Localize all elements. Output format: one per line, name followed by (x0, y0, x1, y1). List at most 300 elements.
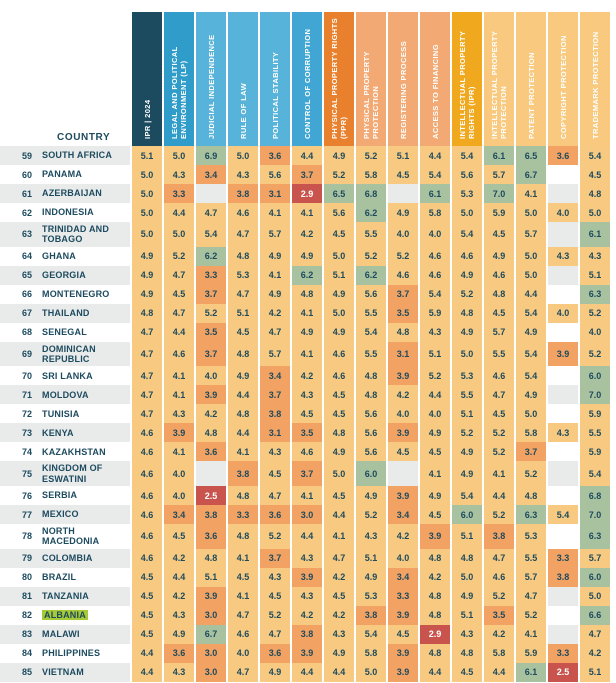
score-cell: 4.9 (356, 486, 386, 505)
score-cell: 4.5 (292, 404, 322, 423)
score-cell: 3.7 (388, 285, 418, 304)
score-cell: 4.7 (132, 323, 162, 342)
score-cell: 4.9 (164, 625, 194, 644)
score-cell: 4.8 (420, 644, 450, 663)
score-cell: 3.7 (292, 165, 322, 184)
score-cell: 6.0 (580, 366, 610, 385)
country-header-label: COUNTRY (57, 132, 111, 143)
score-cell: 5.2 (484, 505, 514, 524)
score-cell: 4.2 (388, 524, 418, 549)
column-header (164, 12, 194, 146)
score-cell: 5.9 (516, 644, 546, 663)
score-cell: 4.5 (228, 568, 258, 587)
score-cell: 3.4 (388, 505, 418, 524)
score-cell: 2.5 (548, 663, 578, 682)
country-name: AZERBAIJAN (42, 188, 103, 199)
score-cell: 4.7 (164, 266, 194, 285)
score-cell: 5.2 (356, 146, 386, 165)
score-cell: 3.4 (260, 366, 290, 385)
score-cell: 4.9 (516, 323, 546, 342)
score-cell: 4.6 (452, 247, 482, 266)
country-name: PANAMA (42, 169, 83, 180)
score-cell: 6.0 (356, 461, 386, 486)
score-cell: 5.8 (420, 203, 450, 222)
score-cell: 5.1 (580, 266, 610, 285)
score-cell: 4.7 (228, 222, 258, 247)
score-cell: 5.0 (516, 266, 546, 285)
score-cell: 7.0 (484, 184, 514, 203)
score-cell: 3.7 (196, 342, 226, 367)
score-cell: 4.3 (164, 404, 194, 423)
score-cell: 4.1 (484, 461, 514, 486)
score-cell: 4.8 (420, 606, 450, 625)
score-cell: 4.9 (260, 663, 290, 682)
score-cell: 4.8 (292, 285, 322, 304)
score-cell: 5.3 (516, 524, 546, 549)
score-cell: 4.5 (420, 442, 450, 461)
table-row (0, 625, 610, 644)
score-cell: 4.3 (164, 606, 194, 625)
score-cell: 3.4 (196, 165, 226, 184)
score-cell: 5.7 (516, 568, 546, 587)
country-rank: 76 (21, 490, 32, 501)
score-cell: 6.3 (580, 285, 610, 304)
score-cell: 4.0 (164, 486, 194, 505)
score-cell: 5.6 (356, 423, 386, 442)
score-cell: 5.8 (356, 644, 386, 663)
country-rank: 75 (21, 468, 32, 479)
score-cell: 4.3 (420, 323, 450, 342)
score-cell: 4.9 (132, 266, 162, 285)
score-cell: 4.5 (324, 587, 354, 606)
country-name: THAILAND (42, 308, 90, 319)
score-cell: 5.2 (260, 606, 290, 625)
score-cell: 5.2 (516, 606, 546, 625)
score-cell: 3.4 (164, 505, 194, 524)
score-cell: 3.3 (548, 549, 578, 568)
country-rank: 69 (21, 349, 32, 360)
score-cell: 3.3 (196, 266, 226, 285)
score-cell: 4.9 (484, 247, 514, 266)
country-rank: 67 (21, 308, 32, 319)
score-cell: 4.0 (580, 323, 610, 342)
score-cell: 4.4 (324, 505, 354, 524)
score-cell: 4.1 (516, 625, 546, 644)
country-rank: 79 (21, 553, 32, 564)
table-row (0, 486, 610, 505)
score-cell: 4.8 (196, 423, 226, 442)
country-rank: 80 (21, 572, 32, 583)
score-cell: 3.1 (388, 342, 418, 367)
score-cell: 4.6 (324, 342, 354, 367)
column-header-label: PHYSICAL PROPERTY PROTECTION (362, 51, 380, 139)
row-header (0, 266, 130, 285)
score-cell: 6.3 (580, 524, 610, 549)
score-cell: 5.4 (196, 222, 226, 247)
country-name: KENYA (42, 427, 74, 438)
score-cell: 5.8 (356, 165, 386, 184)
score-cell: 3.9 (388, 423, 418, 442)
score-cell: 4.3 (164, 663, 194, 682)
row-header (0, 165, 130, 184)
score-cell: 2.5 (196, 486, 226, 505)
score-cell: 5.7 (580, 549, 610, 568)
score-cell: 7.0 (580, 385, 610, 404)
score-cell: 6.3 (516, 505, 546, 524)
country-name (36, 608, 130, 622)
score-cell-empty (548, 404, 578, 423)
score-cell: 4.1 (292, 304, 322, 323)
score-cell: 4.2 (388, 385, 418, 404)
score-cell: 6.1 (420, 184, 450, 203)
score-cell: 3.6 (260, 644, 290, 663)
country-name: VIETNAM (42, 667, 84, 678)
score-cell: 4.7 (228, 606, 258, 625)
score-cell: 5.0 (164, 146, 194, 165)
column-header (548, 12, 578, 146)
score-cell: 3.5 (292, 423, 322, 442)
row-header (0, 404, 130, 423)
score-cell-empty (548, 323, 578, 342)
score-cell: 4.7 (580, 625, 610, 644)
country-name: SRI LANKA (42, 370, 93, 381)
row-header (0, 366, 130, 385)
score-cell: 4.5 (388, 165, 418, 184)
country-rank: 85 (21, 667, 32, 678)
row-header (0, 644, 130, 663)
score-cell: 4.9 (452, 461, 482, 486)
table-row (0, 549, 610, 568)
score-cell: 4.9 (260, 285, 290, 304)
score-cell: 4.7 (260, 625, 290, 644)
column-header-label: ACCESS TO FINANCING (430, 44, 440, 139)
country-rank: 60 (21, 169, 32, 180)
score-cell: 4.1 (292, 342, 322, 367)
score-cell: 4.7 (132, 366, 162, 385)
score-cell: 6.1 (484, 146, 514, 165)
score-cell: 6.0 (580, 568, 610, 587)
score-cell: 3.6 (196, 524, 226, 549)
table-row (0, 323, 610, 342)
score-cell: 4.5 (324, 486, 354, 505)
score-cell: 4.8 (324, 423, 354, 442)
score-cell: 5.3 (452, 184, 482, 203)
score-cell: 3.9 (164, 423, 194, 442)
row-header (0, 486, 130, 505)
score-cell: 4.9 (324, 323, 354, 342)
score-cell: 5.9 (420, 304, 450, 323)
score-cell: 5.4 (516, 342, 546, 367)
score-cell: 4.4 (516, 285, 546, 304)
score-cell: 5.6 (452, 165, 482, 184)
score-cell: 5.0 (228, 146, 258, 165)
score-cell: 4.0 (228, 644, 258, 663)
table-body (0, 146, 616, 682)
score-cell: 4.5 (132, 625, 162, 644)
score-cell: 3.8 (292, 625, 322, 644)
score-cell: 6.2 (196, 247, 226, 266)
score-cell: 6.2 (356, 266, 386, 285)
score-cell: 5.0 (580, 203, 610, 222)
score-cell-empty (548, 385, 578, 404)
column-header-label: CONTROL OF CORRUPTION (302, 28, 312, 139)
score-cell: 4.1 (292, 203, 322, 222)
country-rank: 63 (21, 229, 32, 240)
score-cell: 4.5 (164, 524, 194, 549)
score-cell: 4.9 (452, 266, 482, 285)
score-cell: 4.0 (388, 549, 418, 568)
score-cell: 3.5 (388, 304, 418, 323)
score-cell: 4.8 (356, 385, 386, 404)
score-cell: 4.1 (324, 524, 354, 549)
score-cell: 4.7 (132, 404, 162, 423)
score-cell: 5.2 (420, 366, 450, 385)
score-cell-empty (548, 461, 578, 486)
score-cell: 5.8 (516, 423, 546, 442)
score-cell: 4.9 (324, 442, 354, 461)
score-cell: 5.2 (516, 461, 546, 486)
score-cell: 4.4 (292, 524, 322, 549)
score-cell: 3.8 (484, 524, 514, 549)
score-cell: 3.1 (260, 184, 290, 203)
score-cell: 5.2 (452, 285, 482, 304)
score-cell: 5.5 (356, 222, 386, 247)
table-row (0, 146, 610, 165)
score-cell: 5.0 (516, 203, 546, 222)
score-cell: 5.6 (356, 442, 386, 461)
column-header-label: PHYSICAL PROPERTY RIGHTS (PPR) (330, 17, 348, 139)
score-cell: 6.0 (452, 505, 482, 524)
score-cell: 3.5 (484, 606, 514, 625)
score-cell: 5.0 (164, 222, 194, 247)
column-header-label: PATENT PROTECTION (526, 52, 536, 139)
score-cell: 5.4 (356, 323, 386, 342)
score-cell: 4.2 (292, 222, 322, 247)
score-cell: 4.8 (420, 549, 450, 568)
score-cell: 3.9 (388, 663, 418, 682)
score-cell: 5.4 (420, 285, 450, 304)
score-cell: 3.9 (388, 606, 418, 625)
score-cell: 3.1 (260, 423, 290, 442)
score-cell: 3.8 (228, 461, 258, 486)
score-cell: 4.3 (580, 247, 610, 266)
score-cell: 4.5 (484, 404, 514, 423)
column-header-label: IPR | 2024 (142, 99, 152, 139)
score-cell: 4.7 (132, 342, 162, 367)
country-name: COLOMBIA (42, 553, 93, 564)
score-cell: 5.6 (324, 203, 354, 222)
score-cell: 4.2 (196, 404, 226, 423)
country-rank: 78 (21, 531, 32, 542)
score-cell: 4.3 (228, 165, 258, 184)
score-cell-empty (548, 165, 578, 184)
score-cell: 5.3 (356, 587, 386, 606)
score-cell: 4.7 (228, 663, 258, 682)
score-cell: 3.0 (196, 644, 226, 663)
score-cell: 6.9 (196, 146, 226, 165)
score-cell: 6.6 (580, 606, 610, 625)
score-cell: 4.6 (132, 442, 162, 461)
score-cell: 6.8 (356, 184, 386, 203)
table-row (0, 222, 610, 247)
score-cell: 3.6 (164, 644, 194, 663)
score-cell-empty (548, 442, 578, 461)
score-cell: 5.5 (516, 549, 546, 568)
score-cell: 4.8 (356, 366, 386, 385)
column-header (420, 12, 450, 146)
score-cell: 5.4 (516, 366, 546, 385)
table-row (0, 266, 610, 285)
score-cell: 5.1 (420, 342, 450, 367)
score-cell: 4.6 (420, 266, 450, 285)
score-cell: 5.9 (580, 442, 610, 461)
score-cell-empty (548, 285, 578, 304)
score-cell: 3.7 (260, 385, 290, 404)
score-cell: 4.3 (452, 625, 482, 644)
score-cell: 5.5 (484, 342, 514, 367)
score-cell: 4.5 (580, 165, 610, 184)
table-row (0, 184, 610, 203)
score-cell: 5.1 (580, 663, 610, 682)
score-cell: 5.2 (356, 247, 386, 266)
row-header (0, 524, 130, 549)
score-cell: 4.9 (452, 587, 482, 606)
score-cell: 4.9 (132, 285, 162, 304)
country-name: MEXICO (42, 509, 79, 520)
score-cell: 5.6 (356, 404, 386, 423)
score-cell: 6.7 (196, 625, 226, 644)
score-cell: 2.9 (292, 184, 322, 203)
score-cell: 4.3 (356, 524, 386, 549)
row-header (0, 505, 130, 524)
score-cell-empty (548, 524, 578, 549)
score-cell: 5.5 (356, 342, 386, 367)
table-row (0, 568, 610, 587)
score-cell-empty (388, 461, 418, 486)
country-rank: 72 (21, 408, 32, 419)
score-cell: 4.9 (292, 247, 322, 266)
score-cell: 5.5 (580, 423, 610, 442)
score-cell-empty (548, 222, 578, 247)
country-rank: 70 (21, 370, 32, 381)
score-cell: 3.9 (388, 486, 418, 505)
score-cell: 4.6 (132, 423, 162, 442)
score-cell: 3.8 (228, 184, 258, 203)
score-cell: 4.3 (292, 587, 322, 606)
score-cell: 4.2 (324, 606, 354, 625)
country-name: MONTENEGRO (42, 289, 110, 300)
score-cell-empty (548, 486, 578, 505)
score-cell: 3.0 (196, 663, 226, 682)
score-cell: 4.2 (292, 366, 322, 385)
table-row (0, 524, 610, 549)
row-header (0, 549, 130, 568)
score-cell: 4.1 (164, 385, 194, 404)
score-cell: 4.9 (132, 247, 162, 266)
score-cell: 4.1 (228, 442, 258, 461)
score-cell: 4.8 (452, 549, 482, 568)
row-header (0, 222, 130, 247)
score-cell: 4.6 (420, 247, 450, 266)
score-cell: 4.7 (228, 285, 258, 304)
score-cell: 4.4 (484, 486, 514, 505)
score-cell: 4.6 (132, 549, 162, 568)
score-cell: 5.9 (580, 404, 610, 423)
score-cell: 4.7 (132, 385, 162, 404)
score-cell: 4.3 (260, 442, 290, 461)
score-cell: 5.1 (452, 524, 482, 549)
score-cell: 5.1 (324, 266, 354, 285)
score-cell: 4.0 (548, 304, 578, 323)
score-cell-empty (196, 184, 226, 203)
score-cell: 4.3 (324, 625, 354, 644)
score-cell: 4.6 (388, 266, 418, 285)
column-header (292, 12, 322, 146)
row-header (0, 285, 130, 304)
score-cell: 4.5 (324, 222, 354, 247)
score-cell: 3.0 (292, 505, 322, 524)
score-cell: 4.7 (260, 486, 290, 505)
table-header (0, 12, 616, 146)
column-header (484, 12, 514, 146)
country-name: KAZAKHSTAN (42, 446, 106, 457)
score-cell: 5.6 (356, 285, 386, 304)
score-cell-empty (548, 606, 578, 625)
score-cell: 4.7 (196, 203, 226, 222)
score-cell: 4.1 (516, 184, 546, 203)
score-cell: 3.4 (388, 568, 418, 587)
table-row (0, 644, 610, 663)
score-cell: 4.3 (260, 568, 290, 587)
column-header (452, 12, 482, 146)
score-cell: 3.7 (516, 442, 546, 461)
score-cell: 6.1 (580, 222, 610, 247)
score-cell: 4.2 (580, 644, 610, 663)
country-name: NORTH MACEDONIA (42, 526, 100, 547)
score-cell: 5.7 (484, 323, 514, 342)
score-cell: 4.6 (484, 568, 514, 587)
row-header (0, 184, 130, 203)
score-cell: 3.6 (548, 146, 578, 165)
score-cell: 5.4 (452, 222, 482, 247)
score-cell: 4.8 (420, 587, 450, 606)
score-cell: 4.0 (196, 366, 226, 385)
column-header-label: RULE OF LAW (238, 82, 248, 139)
row-header (0, 385, 130, 404)
score-cell: 5.0 (324, 461, 354, 486)
score-cell: 4.9 (324, 146, 354, 165)
score-cell: 4.7 (516, 587, 546, 606)
score-cell: 5.9 (484, 203, 514, 222)
score-cell: 5.8 (484, 644, 514, 663)
column-header (228, 12, 258, 146)
score-cell: 4.0 (420, 222, 450, 247)
table-row (0, 404, 610, 423)
column-header-label: INTELLECTUAL PROPERTY RIGHTS (IPR) (458, 30, 476, 139)
score-cell: 4.3 (292, 385, 322, 404)
score-cell: 4.2 (164, 549, 194, 568)
score-cell: 5.7 (516, 222, 546, 247)
score-cell: 5.1 (452, 404, 482, 423)
row-header (0, 323, 130, 342)
score-cell: 3.8 (196, 505, 226, 524)
score-cell: 4.6 (324, 366, 354, 385)
row-header (0, 304, 130, 323)
score-cell: 4.4 (324, 663, 354, 682)
score-cell: 4.9 (452, 323, 482, 342)
score-cell: 4.5 (484, 222, 514, 247)
column-header-label: REGISTERING PROCESS (398, 40, 408, 139)
